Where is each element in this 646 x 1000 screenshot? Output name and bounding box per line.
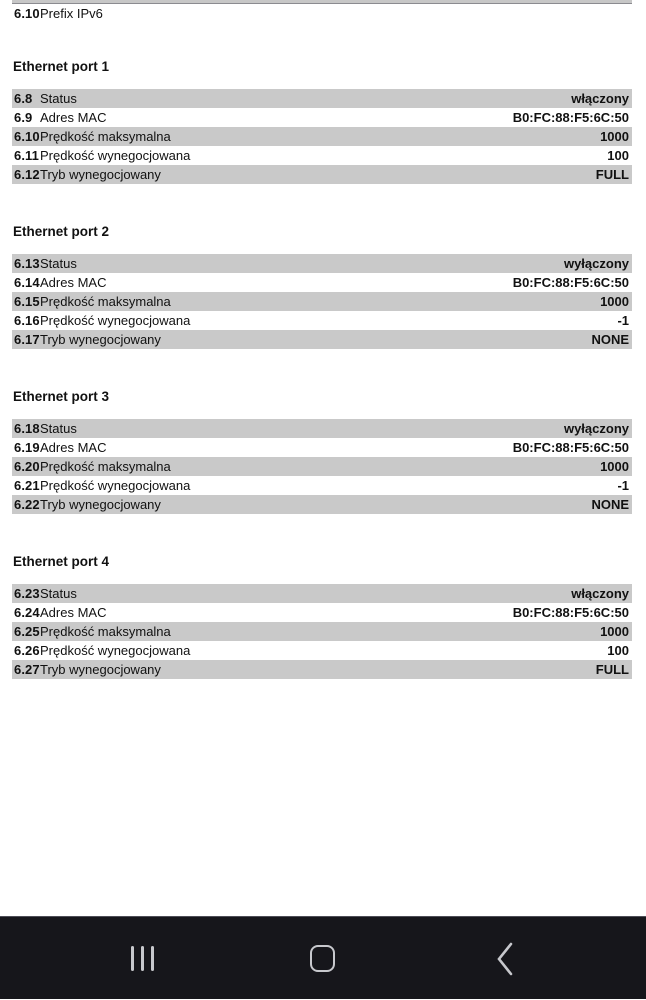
row-label: Adres MAC <box>40 109 107 125</box>
section-ethernet-port-1 <box>0 59 646 184</box>
table-row <box>12 476 632 495</box>
section-title: Ethernet port 1 <box>13 58 110 74</box>
section-title: Ethernet port 3 <box>13 388 110 404</box>
row-label: Adres MAC <box>40 439 107 455</box>
table-row <box>12 660 632 679</box>
section-ethernet-port-2 <box>0 224 646 349</box>
row-id: 6.21 <box>14 477 40 493</box>
section-title: Ethernet port 2 <box>13 223 110 239</box>
row-value: -1 <box>617 477 629 493</box>
table-row <box>12 4 632 23</box>
row-value: FULL <box>595 661 629 677</box>
home-button[interactable] <box>292 917 352 1000</box>
table-row <box>12 292 632 311</box>
section-ethernet-port-4 <box>0 554 646 679</box>
row-id: 6.11 <box>14 147 39 163</box>
row-id: 6.8 <box>14 90 33 106</box>
table-row <box>12 127 632 146</box>
row-value: B0:FC:88:F5:6C:50 <box>512 274 629 290</box>
table-row <box>12 311 632 330</box>
recents-button[interactable] <box>112 917 172 1000</box>
table-row <box>12 584 632 603</box>
row-label: Status <box>40 90 77 106</box>
row-id: 6.22 <box>14 496 40 512</box>
row-id: 6.25 <box>14 623 40 639</box>
row-value: włączony <box>571 90 629 106</box>
row-label: Prędkość maksymalna <box>40 293 171 309</box>
row-id: 6.24 <box>14 604 40 620</box>
row-value: włączony <box>571 585 629 601</box>
row-id: 6.9 <box>14 109 33 125</box>
row-label: Tryb wynegocjowany <box>40 496 161 512</box>
table-row <box>12 641 632 660</box>
back-button[interactable] <box>475 917 535 1000</box>
row-value: wyłączony <box>563 255 629 271</box>
android-navigation-bar <box>0 916 646 999</box>
row-value: NONE <box>591 331 629 347</box>
row-id: 6.13 <box>14 255 40 271</box>
row-label: Prędkość maksymalna <box>40 458 171 474</box>
row-id: 6.27 <box>14 661 40 677</box>
row-value: NONE <box>591 496 629 512</box>
home-icon <box>310 945 335 972</box>
row-value: FULL <box>595 166 629 182</box>
row-label: Tryb wynegocjowany <box>40 331 161 347</box>
table-row <box>12 330 632 349</box>
row-value: B0:FC:88:F5:6C:50 <box>512 439 629 455</box>
row-id: 6.19 <box>14 439 40 455</box>
row-id: 6.12 <box>14 166 40 182</box>
row-value: 1000 <box>600 623 629 639</box>
row-id: 6.23 <box>14 585 40 601</box>
row-label: Prędkość maksymalna <box>40 128 171 144</box>
status-table <box>0 254 646 349</box>
back-icon <box>496 942 514 976</box>
row-label: Prefix IPv6 <box>40 5 103 21</box>
row-id: 6.26 <box>14 642 40 658</box>
row-label: Status <box>40 585 77 601</box>
row-value: B0:FC:88:F5:6C:50 <box>512 109 629 125</box>
row-label: Prędkość maksymalna <box>40 623 171 639</box>
row-id: 6.14 <box>14 274 40 290</box>
row-label: Adres MAC <box>40 274 107 290</box>
row-value: 100 <box>607 642 629 658</box>
table-row <box>12 622 632 641</box>
row-value: wyłączony <box>563 420 629 436</box>
status-table <box>0 419 646 514</box>
section-title: Ethernet port 4 <box>13 553 110 569</box>
table-row <box>12 89 632 108</box>
table-row <box>12 438 632 457</box>
row-value: 1000 <box>600 458 629 474</box>
status-table <box>0 89 646 184</box>
row-id: 6.15 <box>14 293 40 309</box>
row-label: Tryb wynegocjowany <box>40 166 161 182</box>
row-id: 6.17 <box>14 331 40 347</box>
section-ethernet-port-3 <box>0 389 646 514</box>
row-value: 100 <box>607 147 629 163</box>
row-label: Status <box>40 420 77 436</box>
row-value: 1000 <box>600 293 629 309</box>
table-row <box>12 495 632 514</box>
row-label: Prędkość wynegocjowana <box>40 312 191 328</box>
table-row <box>12 108 632 127</box>
row-label: Tryb wynegocjowany <box>40 661 161 677</box>
status-table <box>0 584 646 679</box>
row-label: Prędkość wynegocjowana <box>40 477 191 493</box>
table-row <box>12 419 632 438</box>
table-row <box>12 165 632 184</box>
table-row <box>12 457 632 476</box>
row-label: Prędkość wynegocjowana <box>40 147 191 163</box>
table-row <box>12 273 632 292</box>
row-id: 6.20 <box>14 458 40 474</box>
row-value: -1 <box>617 312 629 328</box>
row-label: Prędkość wynegocjowana <box>40 642 191 658</box>
row-value: 1000 <box>600 128 629 144</box>
row-id: 6.16 <box>14 312 40 328</box>
row-value: B0:FC:88:F5:6C:50 <box>512 604 629 620</box>
recents-icon <box>131 946 154 971</box>
row-label: Status <box>40 255 77 271</box>
row-id: 6.10 <box>14 128 40 144</box>
row-label: Adres MAC <box>40 604 107 620</box>
table-row <box>12 603 632 622</box>
row-id: 6.10 <box>14 5 40 21</box>
row-id: 6.18 <box>14 420 40 436</box>
table-row <box>12 254 632 273</box>
table-row <box>12 146 632 165</box>
